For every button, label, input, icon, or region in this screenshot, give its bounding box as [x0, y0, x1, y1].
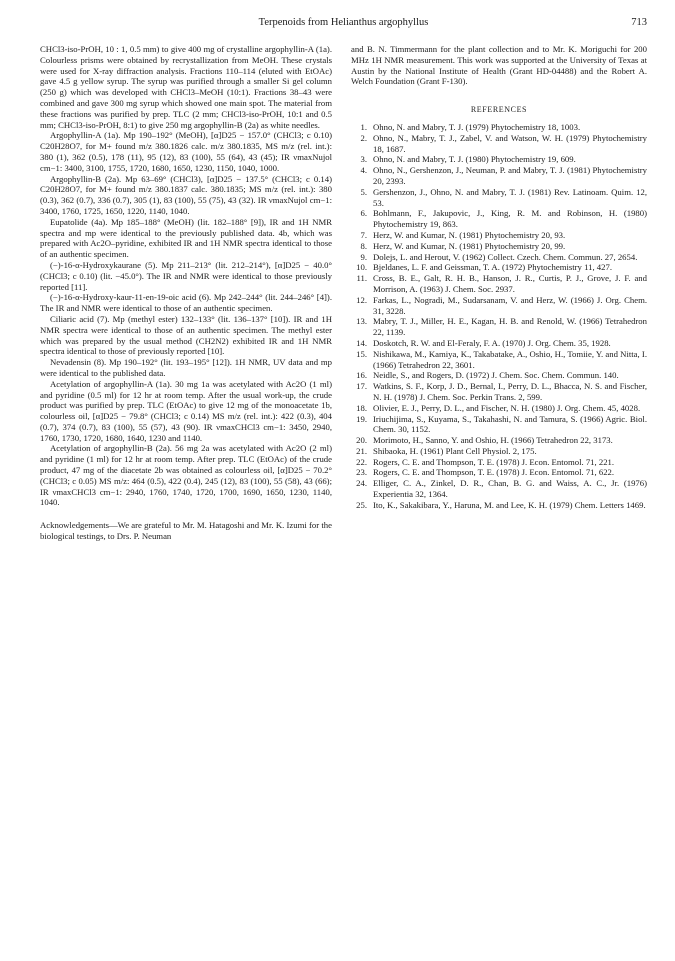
- reference-text: Morimoto, H., Sanno, Y. and Oshio, H. (1966) Tetrahedron 22, 3173.: [373, 435, 613, 446]
- reference-item: [351, 467, 647, 478]
- reference-item: [351, 133, 647, 155]
- reference-item: [351, 154, 647, 165]
- reference-item: [351, 338, 647, 349]
- reference-number: 8.: [360, 240, 367, 251]
- reference-item: [351, 370, 647, 381]
- references-list: [351, 122, 647, 511]
- paragraph: (−)-16-α-Hydroxykaurane (5). Mp 211–213° (lit. 212–214°), [α]D25 − 40.0° (CHCl3; c 0.10) (lit. −45.0°). The IR and NMR were identical to those previously reported [11].: [40, 259, 332, 292]
- reference-text: Watkins, S. F., Korp, J. D., Bernal, I., Perry, D. L., Bhacca, N. S. and Fischer, N. H. (1978) J. Chem. Soc. Perkin Trans. 2, 599.: [373, 381, 647, 402]
- reference-text: Elliger, C. A., Zinkel, D. R., Chan, B. G. and Waiss, A. C., Jr. (1976) Experientia 32, 1364.: [373, 478, 647, 500]
- reference-item: [351, 252, 647, 263]
- reference-text: Ohno, N., Gershenzon, J., Neuman, P. and Mabry, T. J. (1981) Phytochemistry 20, 2393.: [373, 165, 647, 186]
- reference-item: [351, 316, 647, 338]
- reference-text: Ito, K., Sakakibara, Y., Haruna, M. and Lee, K. H. (1979) Chem. Letters 1469.: [373, 499, 646, 510]
- reference-number: 2.: [360, 132, 367, 143]
- reference-text: Herz, W. and Kumar, N. (1981) Phytochemistry 20, 99.: [373, 240, 566, 251]
- reference-number: 11.: [356, 273, 367, 284]
- page-header: [40, 16, 647, 32]
- reference-item: [351, 230, 647, 241]
- reference-item: [351, 457, 647, 468]
- reference-number: 13.: [356, 316, 367, 327]
- reference-text: Shibaoka, H. (1961) Plant Cell Physiol. 2, 175.: [373, 445, 537, 456]
- reference-number: 21.: [356, 445, 367, 456]
- paragraph: Argophyllin-B (2a). Mp 63–69° (CHCl3), [α]D25 − 137.5° (CHCl3; c 0.14) C20H28O7, for M+ found m/z 380.1837 calc. 380.1835; MS m/z (rel. int.): 380 (0.3), 362 (0.7), 336 (0.7), 305 (1), 83 (100), 55 (75), 43 (32). IR νmaxNujol cm−1: 3400, 1760, 1725, 1650, 1220, 1140, 1040.: [40, 173, 332, 216]
- paragraph: Ciliaric acid (7). Mp (methyl ester) 132–133° (lit. 136–137° [10]). IR and 1H NMR spectra were identical to those of an authentic specimen. The methyl ester which was prepared by the usual method (CH2N2) exhibited IR and 1H NMR spectra identical to those of previously reported [10].: [40, 313, 332, 357]
- reference-text: Bohlmann, F., Jakupovic, J., King, R. M. and Robinson, H. (1980) Phytochemistry 19, 863.: [373, 208, 647, 230]
- references-heading: REFERENCES: [470, 105, 528, 115]
- paragraph: Nevadensin (8). Mp 190–192° (lit. 193–195° [12]). 1H NMR, UV data and mp were identical to the published data.: [40, 357, 332, 378]
- reference-item: [351, 273, 647, 295]
- paragraph: Acetylation of argophyllin-B (2a). 56 mg 2a was acetylated with Ac2O (2 ml) and pyridine (1 ml) for 12 hr at room temp. After prep. TLC (EtOAc) of the crude product, 47 mg of the diacetate 2b was obtained as colourless oil, [α]D25 − 70.2° (CHCl3; c 0.05) MS m/z: 464 (0.5), 422 (0.4), 245 (12), 83 (100), 55 (58), 43 (66); IR νmaxCHCl3 cm−1: 2940, 1760, 1740, 1720, 1700, 1690, 1650, 1230, 1140, 1040.: [40, 443, 332, 508]
- reference-number: 16.: [356, 370, 367, 381]
- reference-number: 23.: [356, 467, 367, 478]
- paragraph: Eupatolide (4a). Mp 185–188° (MeOH) (lit. 182–188° [9]), IR and 1H NMR spectra and mp were identical to the previously published data. 4b, which was prepared with Ac2O–pyridine, exhibited IR and 1H NMR spectra identical to those of an authentic specimen.: [40, 216, 332, 260]
- reference-item: [351, 349, 647, 371]
- reference-number: 18.: [356, 402, 367, 413]
- reference-item: [351, 208, 647, 230]
- reference-number: 19.: [356, 413, 367, 424]
- reference-number: 22.: [356, 456, 367, 467]
- reference-text: Nishikawa, M., Kamiya, K., Takabatake, A., Oshio, H., Tomiie, Y. and Nitta, I. (1966) Tetrahedron 22, 3601.: [373, 348, 647, 370]
- reference-text: Bjeldanes, L. F. and Geissman, T. A. (1972) Phytochemistry 11, 427.: [373, 262, 612, 273]
- paragraph: Argophyllin-A (1a). Mp 190–192° (MeOH), [α]D25 − 157.0° (CHCl3; c 0.10) C20H28O7, for M+ found m/z 380.1826 calc. m/z 380.1835, MS m/z (rel. int.): 380 (1), 362 (0.5), 178 (11), 95 (12), 83 (100), 55 (64), 43 (45); IR νmaxNujol cm−1: 3400, 3100, 1755, 1720, 1680, 1650, 1230, 1150, 1040, 1000.: [40, 130, 332, 173]
- reference-text: Herz, W. and Kumar, N. (1981) Phytochemistry 20, 93.: [373, 229, 566, 240]
- reference-item: [351, 446, 647, 457]
- reference-number: 12.: [356, 294, 367, 305]
- reference-item: [351, 295, 647, 317]
- acknowledgements: Acknowledgements—We are grateful to Mr. M. Hatagoshi and Mr. K. Izumi for the biological testings, to Drs. P. Neuman: [40, 520, 332, 542]
- reference-item: [351, 122, 647, 133]
- reference-text: Iriuchijima, S., Kuyama, S., Takahashi, N. and Tamura, S. (1966) Agric. Biol. Chem. 30, 1152.: [373, 413, 647, 435]
- reference-number: 14.: [356, 337, 367, 348]
- reference-number: 3.: [360, 154, 367, 165]
- experimental-text: [40, 44, 332, 508]
- reference-item: [351, 414, 647, 436]
- left-column: [40, 44, 332, 542]
- reference-text: Dolejs, L. and Herout, V. (1962) Collect. Czech. Chem. Commun. 27, 2654.: [373, 251, 638, 262]
- reference-item: [351, 381, 647, 403]
- reference-item: [351, 403, 647, 414]
- reference-item: [351, 262, 647, 273]
- reference-item: [351, 478, 647, 500]
- reference-text: Farkas, L., Nogradi, M., Sudarsanam, V. and Herz, W. (1966) J. Org. Chem. 31, 3228.: [373, 294, 647, 316]
- reference-text: Neidle, S., and Rogers, D. (1972) J. Chem. Soc. Chem. Commun. 140.: [373, 370, 619, 381]
- reference-text: Olivier, E. J., Perry, D. L., and Fischer, N. H. (1980) J. Org. Chem. 45, 4028.: [373, 402, 641, 413]
- acknowledgements-continuation: and B. N. Timmermann for the plant collection and to Mr. K. Moriguchi for 200 MHz 1H NMR measurement. This work was supported at the University of Texas at Austin by the National Institute of Health (Grant HD-04488) and the Robert A. Welch Foundation (Grant F-130).: [351, 44, 647, 87]
- reference-item: [351, 241, 647, 252]
- reference-text: Ohno, N. and Mabry, T. J. (1979) Phytochemistry 18, 1003.: [373, 121, 581, 132]
- running-title: Terpenoids from Helianthus argophyllus: [258, 17, 429, 28]
- reference-number: 7.: [360, 229, 367, 240]
- reference-number: 24.: [356, 478, 367, 489]
- reference-number: 5.: [360, 186, 367, 197]
- reference-text: Ohno, N., Mabry, T. J., Zabel, V. and Watson, W. H. (1979) Phytochemistry 18, 1687.: [373, 132, 647, 154]
- reference-text: Mabry, T. J., Miller, H. E., Kagan, H. B. and Renold, W. (1966) Tetrahedron 22, 1139.: [373, 316, 647, 338]
- reference-number: 20.: [356, 435, 367, 446]
- reference-item: [351, 500, 647, 511]
- reference-number: 15.: [356, 348, 367, 359]
- reference-number: 1.: [360, 121, 367, 132]
- paragraph: (−)-16-α-Hydroxy-kaur-11-en-19-oic acid (6). Mp 242–244° (lit. 244–246° [4]). The IR and NMR were identical to those of an authentic specimen.: [40, 292, 332, 314]
- paragraph: Acetylation of argophyllin-A (1a). 30 mg 1a was acetylated with Ac2O (1 ml) and pyridine (0.5 ml) for 12 hr at room temp. After the usual work-up, the crude product was purified by prep. TLC (EtOAc) to give 12 mg of the monoacetate 1b, colourless oil, [α]D25 − 79.8° (CHCl3; c 0.14) MS m/z (rel. int.): 422 (0.3), 404 (0.7), 374 (0.7), 83 (100), 55 (57), 43 (90). IR νmaxCHCl3 cm−1: 3450, 2940, 1760, 1730, 1720, 1680, 1640, 1230 and 1140.: [40, 378, 332, 443]
- reference-text: Rogers, C. E. and Thompson, T. E. (1978) J. Econ. Entomol. 71, 221.: [373, 456, 615, 467]
- reference-number: 9.: [360, 251, 367, 262]
- reference-text: Ohno, N. and Mabry, T. J. (1980) Phytochemistry 19, 609.: [373, 154, 576, 165]
- paragraph: CHCl3-iso-PrOH, 10 : 1, 0.5 mm) to give 400 mg of crystalline argophyllin-A (1a). Colourless prisms were obtained by recrystallization from MeOH. These crystals were used for X-ray diffraction analysis. Fractions 110–114 (eluted with EtOAc) gave 4.5 g yellow syrup. The syrup was purified through a smaller Si gel column (250 g) which was developed with CHCl3–MeOH (10:1). Fractions 38–43 were combined and gave 300 mg syrup which showed one main spot. The material from these fractions was purified by prep. TLC (2 mm; CHCl3-iso-PrOH, 10:1 and 0.5 mm; CHCl3-iso-PrOH, 8:1) to give 250 mg argophyllin-B (2a) as white needles.: [40, 44, 332, 130]
- reference-item: [351, 435, 647, 446]
- reference-item: [351, 165, 647, 187]
- reference-item: [351, 187, 647, 209]
- page-number: 713: [631, 17, 647, 28]
- reference-number: 6.: [360, 208, 367, 219]
- reference-number: 17.: [356, 381, 367, 392]
- reference-text: Gershenzon, J., Ohno, N. and Mabry, T. J. (1981) Rev. Latinoam. Quim. 12, 53.: [373, 186, 647, 208]
- reference-text: Rogers, C. E. and Thompson, T. E. (1978) J. Econ. Entomol. 71, 622.: [373, 467, 615, 478]
- right-column: [351, 44, 647, 511]
- reference-text: Doskotch, R. W. and El-Feraly, F. A. (1970) J. Org. Chem. 35, 1928.: [373, 337, 611, 348]
- reference-number: 4.: [360, 165, 367, 176]
- reference-number: 10.: [356, 262, 367, 273]
- reference-number: 25.: [356, 499, 367, 510]
- reference-text: Cross, B. E., Galt, R. H. B., Hanson, J. R., Curtis, P. J., Grove, J. F. and Morrison, A. (1963) J. Chem. Soc. 2937.: [373, 273, 647, 294]
